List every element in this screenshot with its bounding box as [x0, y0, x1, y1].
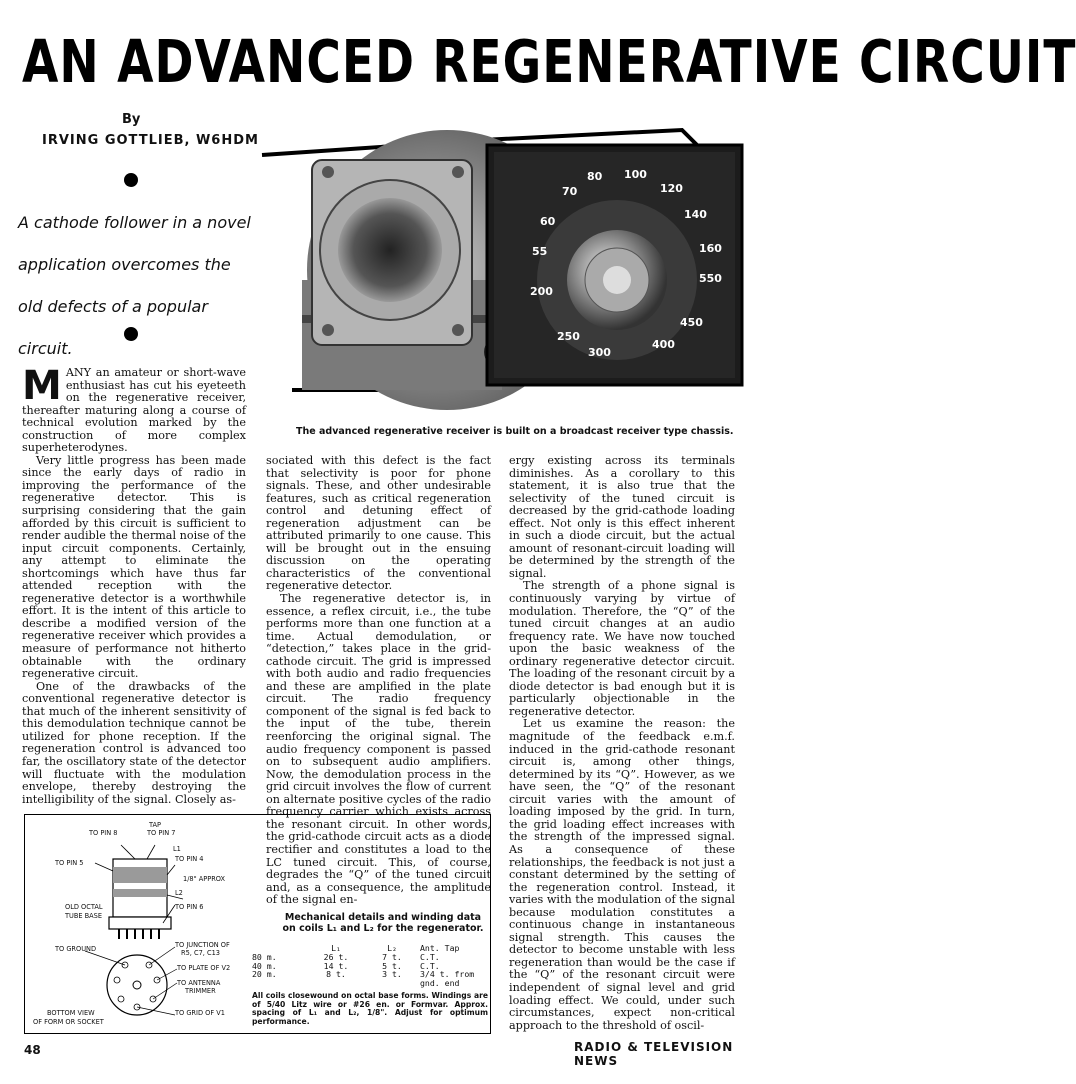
dial-number: 450: [680, 316, 703, 329]
paragraph: Very little progress has been made since the early days of radio in improving the performance of the regenerative detector. This is surprising considering that the gain afforded by this circuit is sufficient to render audible the thermal noise of the input circuit components. Certainly, any attempt to eliminate the shortcomings which have thus far attended reception with the regenerative detector is a worthwhile effort. It is the intent of this article to describe a modified version of the regenerative receiver which provides a measure of performance not hitherto obtainable with the ordinary regenerative circuit.: [22, 453, 246, 681]
dial-number: 160: [699, 242, 722, 255]
subhead-deck: A cathode follower in a novel application overcomes the old defects of a popular circuit.: [18, 213, 251, 358]
winding-table: [252, 944, 488, 988]
dial-number: 80: [587, 170, 603, 183]
diagram-label: TO PIN 5: [55, 859, 84, 867]
photo-caption: The advanced regenerative receiver is built on a broadcast receiver type chassis.: [296, 426, 734, 437]
dial-number: 200: [530, 285, 553, 298]
diagram-label: TO PIN 7: [147, 829, 176, 837]
paragraph: The regenerative detector is, in essence, a reflex circuit, i.e., the tube performs more than one function at a time. Actual demodulation, or “detection,” takes place in the grid-cathode circuit. The grid is impressed with both audio and radio frequencies and these are amplified in the plate circuit. The radio frequency component of the signal is fed back to the input of the tube, therein reenforcing the original signal. The audio frequency component is passed on to subsequent audio amplifiers. Now, the demodulation process in the grid circuit involves the flow of current on alternate positive cycles of the radio frequency carrier which exists across the resonant circuit. In other words, the grid-cathode circuit acts as a diode rectifier and constitutes a load to the LC tuned circuit. This, of course, degrades the “Q” of the tuned circuit and, as a consequence, the amplitude of the signal en-: [266, 592, 491, 907]
diagram-label: TO GRID OF V1: [175, 1009, 225, 1017]
dial-number: 140: [684, 208, 707, 221]
body-column-1: [22, 363, 246, 806]
body-column-3: [509, 455, 735, 1032]
bullet-dot: [124, 173, 138, 187]
paragraph: One of the drawbacks of the conventional regenerative detector is that much of the inherent sensitivity of this demodulation technique cannot be utilized for phone reception. If the regeneration control is advanced too far, the oscillatory state of the detector will fluctuate with the modulation envelope, thereby destroying the intelligibility of the signal. Closely as-: [22, 679, 246, 806]
dial-number: 55: [532, 245, 548, 258]
dial-number: 400: [652, 338, 675, 351]
diagram-label: TRIMMER: [185, 987, 216, 995]
diagram-label: OLD OCTAL: [65, 903, 103, 911]
diagram-label: BOTTOM VIEW: [47, 1009, 95, 1017]
diagram-label: TO GROUND: [55, 945, 97, 953]
receiver-photo: [262, 130, 752, 400]
article-title: AN ADVANCED REGENERATIVE CIRCUIT: [22, 28, 1076, 97]
magazine-name: RADIO & TELEVISION NEWS: [574, 1040, 734, 1068]
diagram-label: TO PLATE OF V2: [177, 964, 231, 972]
diagram-label: TO ANTENNA: [177, 979, 221, 987]
page-number: 48: [24, 1043, 41, 1057]
paragraph: sociated with this defect is the fact that selectivity is poor for phone signals. These, and other undesirable features, such as critical regeneration control and detuning effect of regeneration adjustment can be attributed primarily to one cause. This will be brought out in the ensuing discussion on the operating characteristics of the conventional regenerative detector.: [266, 454, 491, 593]
diagram-label: R5, C7, C13: [181, 949, 220, 957]
diagram-label: TAP: [149, 821, 162, 829]
winding-notes: All coils closewound on octal base forms. Windings are of 5/40 Litz wire or #26 en. or Formvar. Approx. spacing of L₁ and L₂, 1/8". Adjust for optimum performance.: [252, 991, 488, 1026]
paragraph: ergy existing across its terminals diminishes. As a corollary to this statement, it is also true that the selectivity of the tuned circuit is decreased by the grid-cathode loading effect. Not only is this effect inherent in such a diode circuit, but the actual amount of resonant-circuit loading will be determined by the strength of the signal.: [509, 454, 735, 580]
figure-caption: Mechanical details and winding data on coils L₁ and L₂ for the regenerator.: [282, 912, 484, 934]
diagram-label: L1: [173, 845, 181, 853]
diagram-label: TUBE BASE: [65, 912, 103, 920]
paragraph: ANY an amateur or short-wave enthusiast has cut his eyeteeth on the regenerative receiver, thereafter maturing along a course of technical evolution marked by the construction of more complex superheterodynes.: [22, 366, 246, 455]
table-row: 80 m. 26 t. 7 t. C.T.: [252, 951, 440, 962]
table-header: L₁ L₂ Ant. Tap: [331, 943, 460, 953]
paragraph: Let us examine the reason: the magnitude of the feedback e.m.f. induced in the grid-cathode resonant circuit is, among other things, determined by its “Q”. However, as we have seen, the “Q” of the resonant circuit varies with the amount of loading imposed by the grid. In turn, the grid loading effect increases with the strength of the impressed signal. As a consequence of these relationships, the feedback is not just a constant determined by the setting of the regeneration control. Instead, it varies with the modulation of the signal because modulation constitutes a continuous change in instantaneous signal strength. This causes the detector to become unstable with less regeneration than would be the case if the “Q” of the resonant circuit were independent of signal level and grid loading effect. We could, under such circumstances, expect non-critical approach to the threshold of oscil-: [509, 717, 735, 1032]
table-row: 20 m. 8 t. 3 t. 3/4 t. from: [252, 969, 475, 980]
bullet-dot: [124, 327, 138, 341]
dial-number: 100: [624, 168, 647, 181]
paragraph: The strength of a phone signal is continuously varying by virtue of modulation. Therefore, the “Q” of the tuned circuit changes at an audio frequency rate. We have now touched upon the basic weakness of the ordinary regenerative detector circuit. The loading of the resonant circuit by a diode detector is bad enough but it is particularly objectionable in the regenerative detector.: [509, 579, 735, 718]
byline-by: By: [122, 112, 141, 127]
author-name: IRVING GOTTLIEB, W6HDM: [42, 133, 259, 148]
diagram-label: TO PIN 4: [175, 855, 204, 863]
diagram-label: L2: [175, 889, 183, 897]
diagram-label: TO PIN 6: [175, 903, 204, 911]
dial-number: 60: [540, 215, 556, 228]
table-row: 40 m. 14 t. 5 t. C.T.: [252, 960, 440, 971]
diagram-label: OF FORM OR SOCKET: [33, 1018, 104, 1026]
table-row: gnd. end: [420, 978, 460, 989]
diagram-label: TO PIN 8: [89, 829, 118, 837]
diagram-label: TO JUNCTION OF: [175, 941, 230, 949]
dial-number: 120: [660, 182, 683, 195]
dial-number: 70: [562, 185, 578, 198]
diagram-label: 1/8" APPROX: [183, 875, 226, 883]
dial-number: 550: [699, 272, 722, 285]
drop-cap: M: [22, 363, 62, 409]
dial-number: 250: [557, 330, 580, 343]
dial-number: 300: [588, 346, 611, 359]
